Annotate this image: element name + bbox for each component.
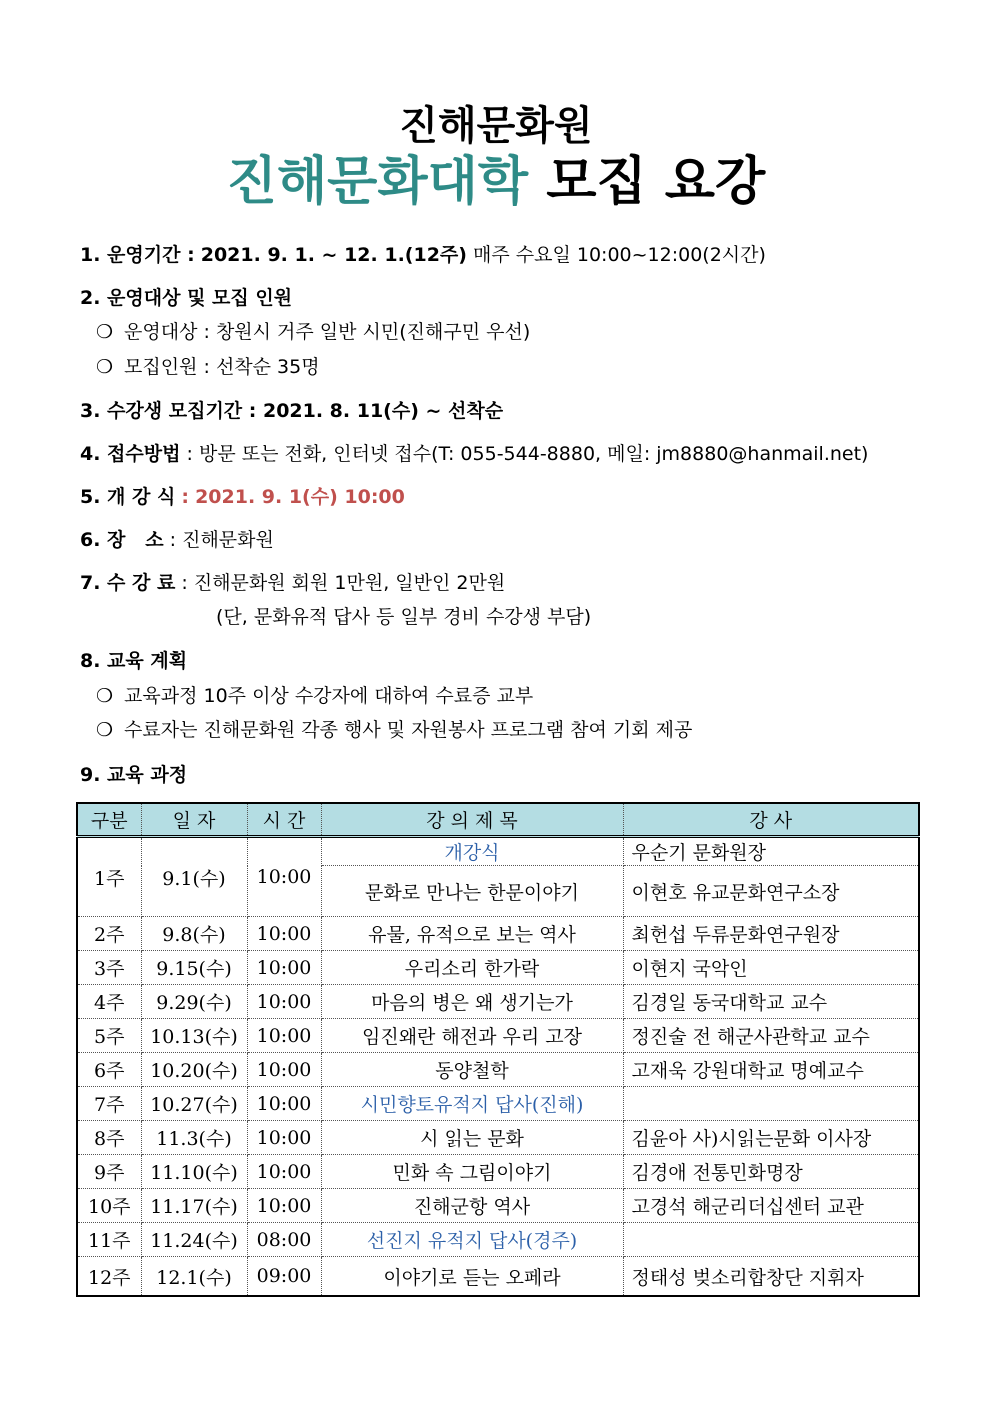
cell-time: 09:00: [247, 1257, 321, 1297]
course-table: [76, 802, 920, 1297]
cell-week: 8주: [77, 1121, 141, 1155]
item-opening-value: 2021. 9. 1(수) 10:00: [195, 486, 405, 508]
item-place: [80, 525, 274, 555]
cell-time: 10:00: [247, 985, 321, 1019]
cell-time: 10:00: [247, 1053, 321, 1087]
cell-lecturer: 김윤아 사)시읽는문화 이사장: [623, 1121, 919, 1155]
cell-date: 11.17(수): [141, 1189, 247, 1223]
col-header-date: 일 자: [141, 803, 247, 837]
cell-date: 11.24(수): [141, 1223, 247, 1257]
table-row: [77, 1257, 919, 1297]
cell-date: 12.1(수): [141, 1257, 247, 1297]
cell-week: 7주: [77, 1087, 141, 1121]
table-row: [77, 1121, 919, 1155]
item-plan-label: 8. 교육 계획: [80, 650, 188, 672]
table-row: [77, 917, 919, 951]
item-period: [80, 240, 766, 270]
table-row: [77, 1087, 919, 1121]
cell-lecturer: 정진술 전 해군사관학교 교수: [623, 1019, 919, 1053]
item-recruit-label: 3. 수강생 모집기간 : 2021. 8. 11(수) ~ 선착순: [80, 400, 504, 422]
item-apply-method: [80, 439, 868, 469]
cell-lecture: 문화로 만나는 한문이야기: [321, 866, 623, 917]
cell-lecturer: [623, 1087, 919, 1121]
cell-date: 11.10(수): [141, 1155, 247, 1189]
item-course-label: 9. 교육 과정: [80, 764, 188, 786]
cell-lecturer: 고재욱 강원대학교 명예교수: [623, 1053, 919, 1087]
bullet-icon: ❍: [96, 685, 114, 707]
cell-lecturer: 김경일 동국대학교 교수: [623, 985, 919, 1019]
cell-lecture: 시민향토유적지 답사(진해): [321, 1087, 623, 1121]
cell-week: 3주: [77, 951, 141, 985]
bullet-icon: ❍: [96, 719, 114, 741]
item-plan-sub2-text: 수료자는 진해문화원 각종 행사 및 자원봉사 프로그램 참여 기회 제공: [124, 719, 693, 741]
cell-lecturer: 우순기 문화원장: [623, 837, 919, 866]
cell-lecture: 선진지 유적지 답사(경주): [321, 1223, 623, 1257]
table-row: [77, 837, 919, 866]
cell-lecturer: 김경애 전통민화명장: [623, 1155, 919, 1189]
cell-date: 10.27(수): [141, 1087, 247, 1121]
cell-week: 9주: [77, 1155, 141, 1189]
cell-lecturer: 정태성 벚소리합창단 지휘자: [623, 1257, 919, 1297]
item-plan-heading: [80, 646, 187, 676]
cell-time: 10:00: [247, 837, 321, 917]
bullet-icon: ❍: [96, 356, 114, 378]
cell-week: 1주: [77, 837, 141, 917]
cell-lecture: 동양철학: [321, 1053, 623, 1087]
table-row: [77, 985, 919, 1019]
cell-lecturer: 이현호 유교문화연구소장: [623, 866, 919, 917]
col-header-lecturer: 강 사: [623, 803, 919, 837]
cell-date: 9.15(수): [141, 951, 247, 985]
cell-lecture: 우리소리 한가락: [321, 951, 623, 985]
cell-lecture: 마음의 병은 왜 생기는가: [321, 985, 623, 1019]
title-rest: 모집 요강: [546, 152, 766, 212]
col-header-week: 구분: [77, 803, 141, 837]
item-period-schedule: 매주 수요일 10:00~12:00(2시간): [473, 244, 766, 266]
cell-time: 10:00: [247, 1019, 321, 1053]
col-header-lecture: 강 의 제 목: [321, 803, 623, 837]
cell-date: 9.1(수): [141, 837, 247, 917]
cell-week: 10주: [77, 1189, 141, 1223]
cell-lecture: 민화 속 그림이야기: [321, 1155, 623, 1189]
table-row: [77, 1155, 919, 1189]
cell-lecturer: [623, 1223, 919, 1257]
cell-week: 6주: [77, 1053, 141, 1087]
item-fee-text: : 진해문화원 회원 1만원, 일반인 2만원: [181, 572, 506, 594]
item-target-label: 2. 운영대상 및 모집 인원: [80, 287, 293, 309]
bullet-icon: ❍: [96, 321, 114, 343]
cell-time: 08:00: [247, 1223, 321, 1257]
table-row: [77, 1223, 919, 1257]
page-title: [0, 150, 992, 214]
cell-date: 9.8(수): [141, 917, 247, 951]
cell-week: 12주: [77, 1257, 141, 1297]
org-name: 진해문화원: [399, 103, 593, 149]
cell-date: 10.13(수): [141, 1019, 247, 1053]
cell-week: 2주: [77, 917, 141, 951]
cell-time: 10:00: [247, 1087, 321, 1121]
cell-lecture: 임진왜란 해전과 우리 고장: [321, 1019, 623, 1053]
cell-time: 10:00: [247, 951, 321, 985]
item-opening-label: 5. 개 강 식: [80, 486, 176, 508]
cell-time: 10:00: [247, 1155, 321, 1189]
item-period-label: 1. 운영기간 :: [80, 244, 195, 266]
table-row: [77, 1189, 919, 1223]
item-apply-text: : 방문 또는 전화, 인터넷 접수(T: 055-544-8880, 메일: jm8880@hanmail.net): [186, 443, 869, 465]
cell-lecture: 진해군항 역사: [321, 1189, 623, 1223]
table-row: [77, 1019, 919, 1053]
item-target-sub1-text: 운영대상 : 창원시 거주 일반 시민(진해구민 우선): [124, 321, 531, 343]
cell-lecture: 유물, 유적으로 보는 역사: [321, 917, 623, 951]
cell-lecturer: 최헌섭 두류문화연구원장: [623, 917, 919, 951]
cell-date: 11.3(수): [141, 1121, 247, 1155]
item-recruit-period: [80, 396, 503, 426]
item-target-sub2-text: 모집인원 : 선착순 35명: [124, 356, 320, 378]
table-header-row: [77, 803, 919, 837]
cell-date: 10.20(수): [141, 1053, 247, 1087]
cell-lecture: 이야기로 듣는 오페라: [321, 1257, 623, 1297]
title-accent: 진해문화대학: [226, 152, 529, 212]
item-opening: [80, 482, 405, 512]
cell-lecturer: 고경석 해군리더십센터 교관: [623, 1189, 919, 1223]
item-plan-sub1-text: 교육과정 10주 이상 수강자에 대하여 수료증 교부: [124, 685, 534, 707]
cell-week: 11주: [77, 1223, 141, 1257]
cell-lecturer: 이현지 국악인: [623, 951, 919, 985]
cell-lecture: 개강식: [321, 837, 623, 866]
table-row: [77, 951, 919, 985]
item-plan-sub2: [96, 715, 692, 745]
cell-week: 5주: [77, 1019, 141, 1053]
item-target-sub1: [96, 317, 530, 347]
item-place-text: : 진해문화원: [169, 529, 274, 551]
cell-date: 9.29(수): [141, 985, 247, 1019]
item-apply-label: 4. 접수방법: [80, 443, 181, 465]
item-opening-colon: :: [181, 486, 190, 508]
item-course-heading: [80, 760, 187, 790]
cell-time: 10:00: [247, 917, 321, 951]
item-fee-note: (단, 문화유적 답사 등 일부 경비 수강생 부담): [216, 606, 592, 628]
item-target-sub2: [96, 352, 320, 382]
col-header-time: 시 간: [247, 803, 321, 837]
item-period-dates: 2021. 9. 1. ~ 12. 1.(12주): [200, 244, 467, 266]
cell-time: 10:00: [247, 1121, 321, 1155]
item-plan-sub1: [96, 681, 533, 711]
cell-week: 4주: [77, 985, 141, 1019]
item-fee-label: 7. 수 강 료: [80, 572, 176, 594]
item-place-label: 6. 장 소: [80, 529, 164, 551]
table-row: [77, 1053, 919, 1087]
item-target-heading: [80, 283, 292, 313]
item-fee: [80, 568, 505, 598]
cell-lecture: 시 읽는 문화: [321, 1121, 623, 1155]
cell-time: 10:00: [247, 1189, 321, 1223]
